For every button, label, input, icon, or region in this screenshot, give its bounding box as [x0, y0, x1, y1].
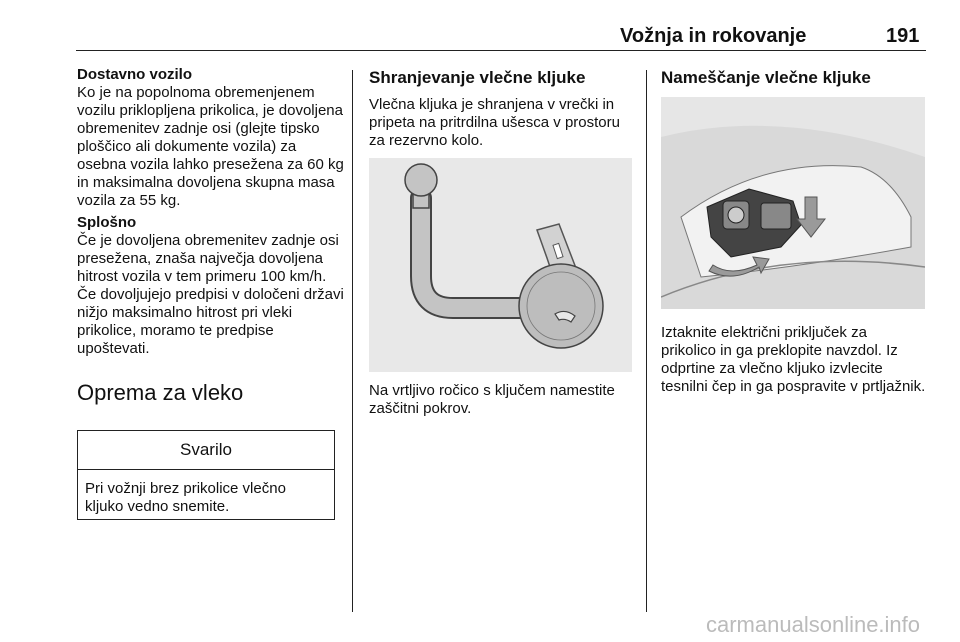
warning-title: Svarilo: [78, 431, 334, 470]
caption-right: [661, 324, 926, 396]
tow-socket-figure: [661, 97, 925, 309]
protective-cover: [519, 264, 603, 348]
tow-hook-figure: [369, 158, 632, 372]
column-right: [661, 68, 926, 88]
caption-middle: [369, 382, 637, 418]
column-divider-2: [646, 70, 647, 612]
page-number: 191: [886, 25, 920, 47]
seal-plug: [761, 203, 791, 229]
paragraph-zascitni-pokrov: Na vrtljivo ročico s ključem namestite zaščitni pokrov.: [369, 382, 615, 417]
watermark: carmanualsonline.info: [706, 612, 921, 637]
column-divider-1: [352, 70, 353, 612]
section-title-oprema: Oprema za vleko: [77, 380, 244, 405]
warning-text: Pri vožnji brez prikolice vlečno kljuko vedno snemite.: [85, 480, 286, 515]
section-title-shranjevanje: Shranjevanje vlečne kljuke: [369, 68, 586, 87]
header-divider: [76, 50, 926, 51]
subheading-splosno: Splošno: [77, 214, 137, 231]
paragraph-namescanje: Iztaknite električni priključek za prikolico in ga preklopite navzdol. Iz odprtine za vlečno kljuko izvlecite tesnilni čep in ga pospravite v prtljažnik.: [661, 324, 926, 395]
subheading-dostavno-vozilo: Dostavno vozilo: [77, 66, 193, 83]
column-left: [77, 66, 347, 406]
socket-pin-face: [728, 207, 744, 223]
column-middle: [369, 68, 637, 150]
warning-box: [77, 430, 335, 520]
paragraph-shranjevanje: Vlečna kljuka je shranjena v vrečki in pripeta na pritrdilna ušesca v prostoru za rezervno kolo.: [369, 96, 620, 149]
tow-ball: [405, 164, 437, 196]
section-title-namescanje: Nameščanje vlečne kljuke: [661, 68, 871, 87]
paragraph-dostavno-vozilo: Ko je na popolnoma obremenjenem vozilu priklopljena prikolica, je dovoljena obremenitev zadnje osi (glejte tipsko ploščico ali dokumente vozila) za osebna vozila lahko presežena za 60 kg in maksimalna dovoljena skupna masa vozila za 55 kg.: [77, 84, 344, 209]
chapter-title: Vožnja in rokovanje: [620, 25, 807, 47]
paragraph-splosno: Če je dovoljena obremenitev zadnje osi presežena, znaša največja dovoljena hitrost vozila v tem primeru 100 km/h. Če dovoljujejo predpisi v določeni državi nižjo maksimalno hitrost pri vleki prikolice, moramo te predpise upoštevati.: [77, 232, 344, 357]
